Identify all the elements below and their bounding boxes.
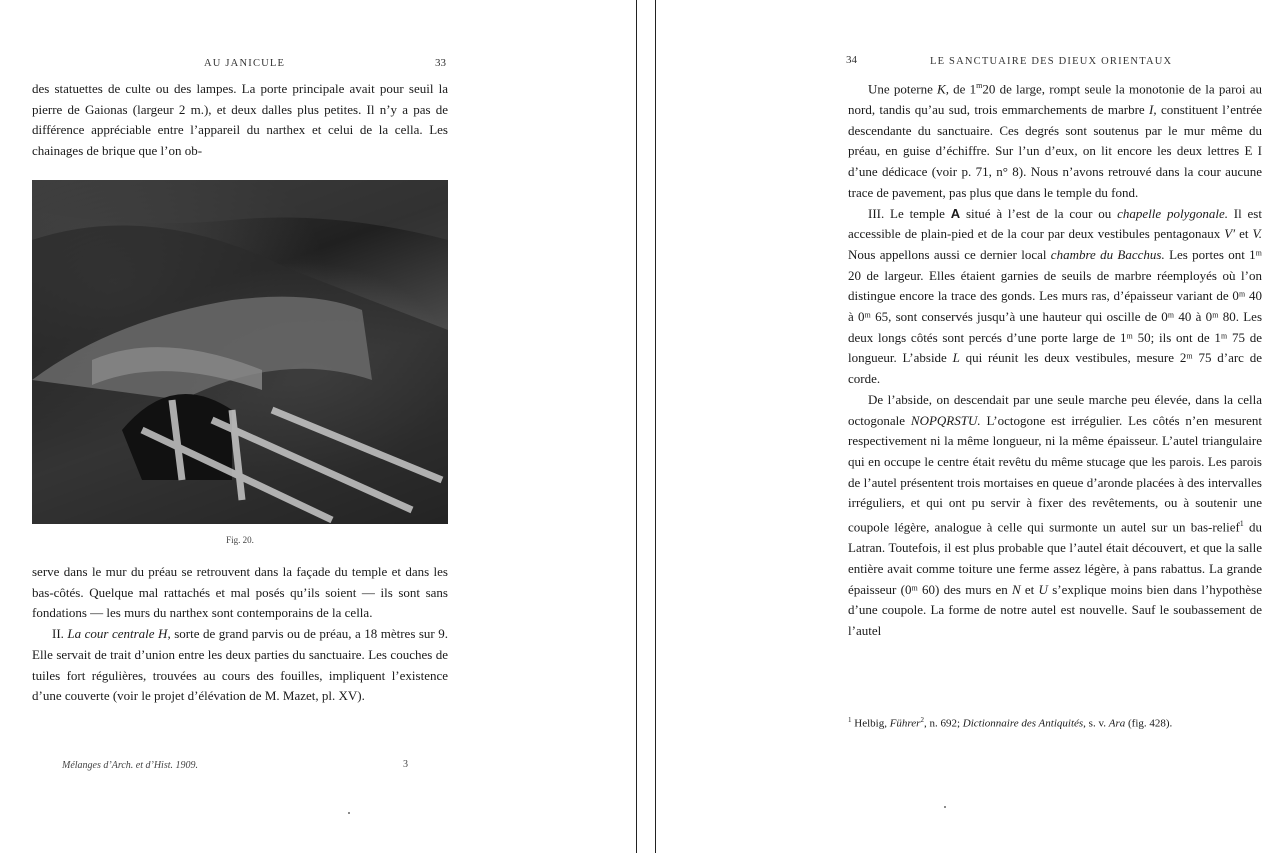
section-numeral: II. — [52, 626, 64, 642]
italic-term: La cour centrale H, — [67, 626, 171, 642]
figure-photograph — [32, 180, 448, 524]
footer-journal: Mélanges d’Arch. et d’Hist. 1909. — [62, 760, 198, 771]
paragraph — [32, 562, 448, 707]
paragraph — [32, 79, 448, 162]
main-text — [848, 76, 1262, 642]
speck — [944, 806, 946, 808]
footnote: $^1$ Helbig, Führer$^2$, n. 692; Dictionnaire des Antiquités, s. v. Ara (fig. 428). — [848, 716, 1173, 730]
paragraph-text — [32, 624, 448, 707]
paragraph-text: serve dans le mur du préau se retrouvent dans la façade du temple et dans les bas-côtés. Quelque mal rattachés et mal posés qu’ils soient — ils sont sans fondations — les murs du narthex sont contemporains de la cella. — [32, 564, 448, 621]
footer-signature: 3 — [403, 759, 408, 770]
book-gutter — [636, 0, 656, 853]
running-head: LE SANCTUAIRE DES DIEUX ORIENTAUX — [930, 56, 1173, 67]
running-head: AU JANICULE — [204, 58, 286, 69]
paragraph: III. Le temple A situé à l’est de la cour ou chapelle polygonale. Il est accessible de plain-pied et de la cour par deux vestibules pentagonaux V′ et V. Nous appellons aussi ce dernier local chambre du Bacchus. Les portes ont 1ᵐ 20 de largeur. Elles étaient garnies de seuils de marbre réemployés où l’on distingue encore la trace des gonds. Les murs ras, d’épaisseur variant de 0ᵐ 40 à 0ᵐ 65, sont conservés jusqu’à une hauteur qui oscille de 0ᵐ 40 à 0ᵐ 80. Les deux longs côtés sont percés d’une porte large de 1ᵐ 50; ils ont de 1ᵐ 75 de longueur. L’abside L qui réunit les deux vestibules, mesure 2ᵐ 75 d’arc de corde. — [848, 205, 1263, 387]
page-number: 33 — [435, 57, 446, 69]
right-page — [658, 0, 1267, 853]
page-number: 34 — [846, 54, 857, 66]
paragraph: Une poterne K, de 1$^m$20 de large, rompt seule la monotonie de la paroi au nord, tandis qu’au sud, trois emmarchements de marbre I, constituent l’entrée descendante du sanctuaire. Ces degrés sont soutenus par le mur même du préau, en guise d’échiffre. Sur l’un d’eux, on lit encore les deux lettres E I d’une dédicace (voir p. 71, n° 8). Nous n’avons retrouvé dans la cour aucune trace de pavement, pas plus que dans le temple du fond. — [848, 81, 1263, 200]
speck — [348, 812, 350, 814]
paragraph-text-continued: sorte de grand parvis ou de préau, a 18 mètres sur 9. Elle servait de trait d’union entre les deux parties du sanctuaire. Les couches de tuiles fort régulières, trouvées au cours des fouilles, impliquent l’existence d’une couverte (voir le projet d’élévation de M. Mazet, pl. XV). — [32, 626, 449, 704]
paragraph-text: des statuettes de culte ou des lampes. La porte principale avait pour seuil la pierre de Gaionas (largeur 2 m.), et deux dalles plus petites. Il n’y a pas de différence appréciable entre l’appareil du narthex et celui de la cella. Les chainages de brique que l’on ob- — [32, 81, 448, 159]
paragraph: De l’abside, on descendait par une seule marche peu élevée, dans la cella octogonale NOPQRSTU. L’octogone est irrégulier. Les côtés n’en mesurent respectivement ni la même longueur, ni la même épaisseur. L’autel triangulaire qui en occupe le centre était revêtu du même stucage que les parois. Les parois de l’autel présentent trois mortaises en queue d’aronde placées à des intervalles irréguliers, et qui ont pu servir à fixer des revêtements, ou à soutenir une coupole légère, analogue à celle qui surmonte un autel sur un bas-relief$^1$ du Latran. Toutefois, il est plus probable que l’autel était découvert, et que la salle entière avait comme toiture une ferme assez légère, à pans rabattus. La grande épaisseur (0ᵐ 60) des murs en N et U s’explique moins bien dans l’hypothèse d’une coupole. La forme de notre autel est nouvelle. Sauf le soubassement de l’autel — [848, 391, 1263, 638]
figure-caption: Fig. 20. — [226, 535, 254, 545]
